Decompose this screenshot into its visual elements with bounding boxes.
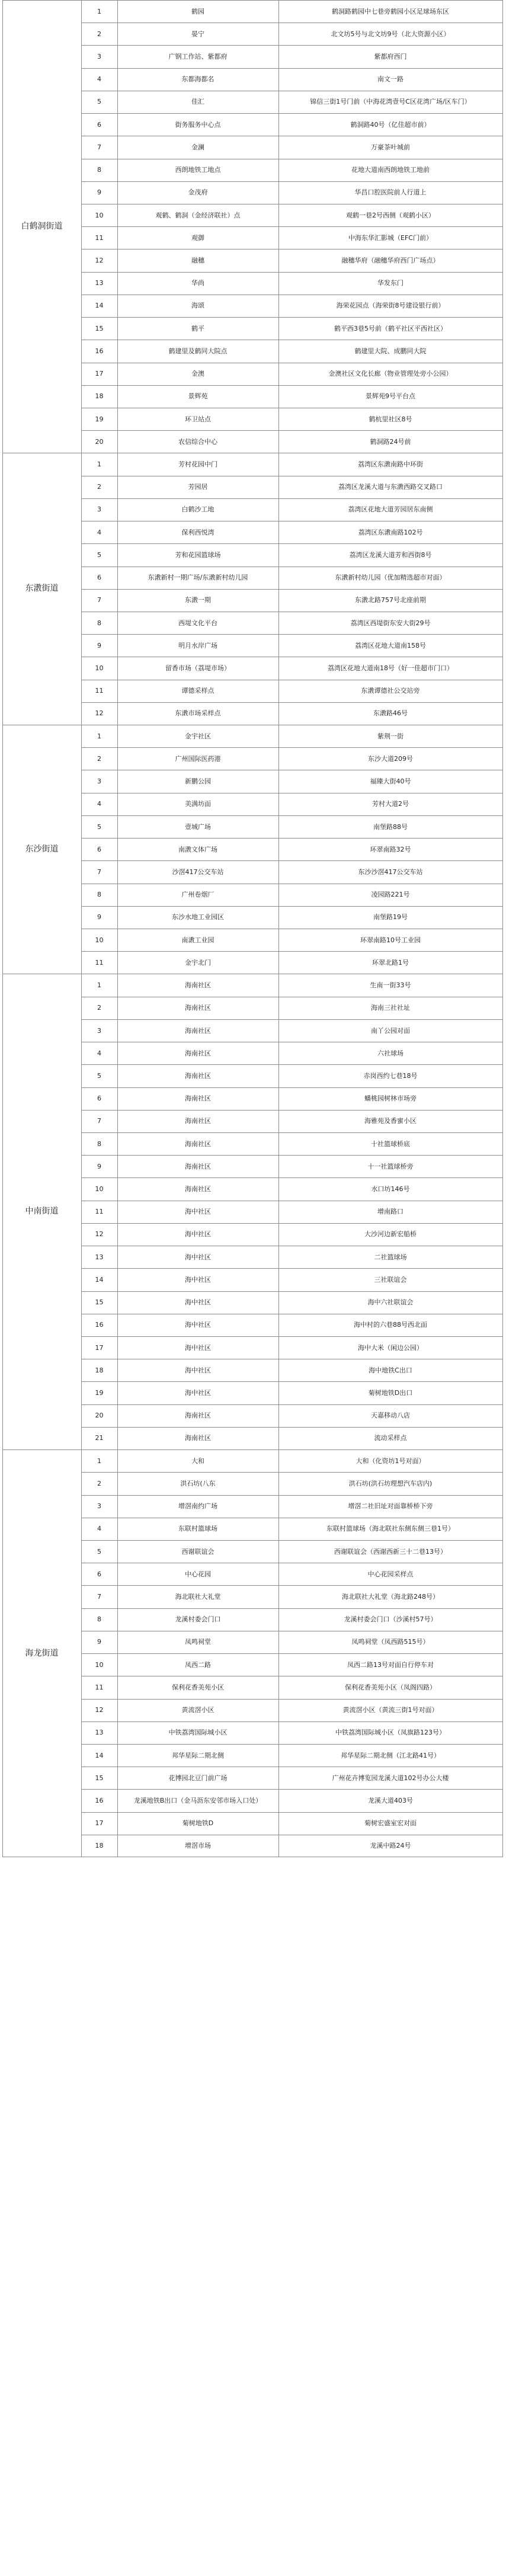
site-name: 壹城广场 — [185, 823, 211, 831]
row-number: 4 — [97, 800, 101, 808]
district-name: 东沙街道 — [25, 844, 59, 854]
site-name: 西谢联谊会 — [181, 1547, 214, 1556]
site-name: 海南社区 — [185, 1162, 211, 1170]
site-name: 融穗 — [191, 257, 204, 265]
site-address: 水口坊146号 — [371, 1185, 410, 1193]
site-address: 东沙大道209号 — [368, 754, 413, 763]
site-name: 街务服务中心点 — [175, 120, 221, 129]
site-address: 广州花卉博览园龙溪大道102号办公大楼 — [332, 1774, 449, 1782]
row-number: 13 — [95, 279, 104, 287]
site-name: 东都海都名 — [181, 75, 214, 84]
site-name: 保利西悦湾 — [181, 528, 214, 536]
site-name: 谭德采样点 — [181, 687, 214, 695]
row-number: 2 — [97, 483, 101, 491]
row-number: 14 — [95, 1275, 104, 1284]
site-address: 中海东华汇影城（EFC门前） — [348, 233, 433, 242]
site-address: 紫都府西门 — [374, 53, 407, 61]
site-address: 东漖谭德社公交站旁 — [361, 687, 420, 695]
site-name: 广钢工作站、紫都府 — [168, 53, 228, 61]
site-address: 荔湾区西堤街东安大街29号 — [350, 619, 431, 627]
site-address: 海中村的六巷88号西北面 — [354, 1321, 427, 1329]
row-number: 18 — [95, 1366, 104, 1374]
row-number: 6 — [97, 845, 101, 853]
site-name: 海中社区 — [185, 1389, 211, 1397]
site-name: 大和 — [191, 1457, 204, 1465]
site-name: 海南社区 — [185, 1434, 211, 1442]
row-number: 1 — [97, 7, 101, 15]
row-number: 7 — [97, 596, 101, 604]
site-name: 留香市场（荔堤市场） — [165, 664, 230, 672]
site-name: 海中社区 — [185, 1253, 211, 1261]
row-number: 6 — [97, 574, 101, 582]
site-address: 生南一街33号 — [370, 981, 411, 990]
site-name: 增滘市场 — [185, 1842, 211, 1850]
site-address: 三社联谊会 — [374, 1275, 407, 1284]
district-name: 东漖街道 — [25, 584, 59, 594]
site-name: 龙溪村委会门口 — [175, 1615, 221, 1624]
row-number: 10 — [95, 664, 104, 672]
row-number: 4 — [97, 528, 101, 536]
site-name: 金宇北门 — [185, 958, 211, 967]
site-name: 凤鸣祠堂 — [185, 1638, 211, 1646]
site-address: 东漖路46号 — [373, 709, 408, 718]
site-address: 保利花香美苑小区（凤阁四路） — [345, 1683, 436, 1691]
site-address: 北文坊5号与北文坊9号（北大资源小区） — [331, 30, 450, 38]
site-address: 龙溪大道403号 — [368, 1796, 413, 1804]
row-number: 2 — [97, 754, 101, 763]
site-name: 海中社区 — [185, 1321, 211, 1329]
site-address: 环翠南路10号工业园 — [360, 936, 421, 944]
district-name: 白鹤洞街道 — [21, 221, 63, 231]
site-address: 菊树地铁D出口 — [368, 1389, 413, 1397]
row-number: 9 — [97, 913, 101, 921]
site-name: 鹤平 — [191, 324, 204, 332]
grid-line — [278, 0, 279, 1857]
site-name: 增滘南约广场 — [178, 1502, 217, 1511]
row-number: 5 — [97, 823, 101, 831]
row-number: 10 — [95, 211, 104, 219]
row-number: 9 — [97, 188, 101, 197]
district-name: 中南街道 — [25, 1207, 59, 1217]
site-address: 荔湾区花地大道芳园居东南侧 — [348, 505, 433, 514]
row-number: 19 — [95, 415, 104, 423]
site-address: 龙溪村委会门口（沙溪村57号） — [344, 1615, 437, 1624]
site-name: 海南社区 — [185, 1004, 211, 1012]
site-address: 西谢联谊会（西谢西新三十二巷13号） — [334, 1547, 447, 1556]
site-name: 东联村篮球场 — [178, 1525, 217, 1533]
row-number: 11 — [95, 958, 104, 967]
row-number: 2 — [97, 1004, 101, 1012]
row-number: 5 — [97, 1071, 101, 1080]
district-name: 海龙街道 — [25, 1648, 59, 1658]
site-address: 南堡路19号 — [373, 913, 408, 921]
site-address: 鹤杭里社区8号 — [369, 415, 412, 423]
site-name: 环卫站点 — [185, 415, 211, 423]
site-name: 美满坊面 — [185, 800, 211, 808]
site-address: 鹤平西3巷5号前（鹤平社区平西社区） — [334, 324, 447, 332]
site-address: 十社篮球桥底 — [371, 1140, 410, 1148]
site-name: 西堤文化平台 — [178, 619, 217, 627]
site-name: 邦华星际二期北侧 — [172, 1751, 224, 1759]
site-name: 佳汇 — [191, 98, 204, 106]
site-name: 海中社区 — [185, 1230, 211, 1239]
site-name: 广州国际医药港 — [175, 754, 221, 763]
site-name: 保利花香美苑小区 — [172, 1683, 224, 1691]
site-name: 芳和花园篮球场 — [175, 551, 221, 559]
site-address: 海雅苑及香蜜小区 — [364, 1117, 417, 1125]
site-address: 增南路口 — [377, 1208, 403, 1216]
grid-line — [502, 0, 503, 1857]
site-name: 鹤园 — [191, 7, 204, 15]
row-number: 1 — [97, 981, 101, 990]
site-address: 黄流滘小区（黄流三街1号对面） — [342, 1706, 438, 1714]
row-number: 8 — [97, 1140, 101, 1148]
site-name: 金澜 — [191, 143, 204, 151]
row-number: 17 — [95, 370, 104, 378]
site-name: 沙滘417公交车站 — [172, 868, 224, 876]
site-name: 西朗地铁工地点 — [175, 166, 221, 174]
site-address: 景辉苑9号平台点 — [366, 392, 415, 401]
row-number: 3 — [97, 1502, 101, 1511]
site-address: 东漖北路757号北座前期 — [355, 596, 426, 604]
site-name: 海南社区 — [185, 1026, 211, 1035]
site-name: 东沙水地工业园区 — [172, 913, 224, 921]
site-address: 菊树宏盛室宏对面 — [364, 1819, 417, 1828]
row-number: 8 — [97, 619, 101, 627]
row-number: 9 — [97, 1638, 101, 1646]
site-address: 鹤洞路24号前 — [370, 437, 411, 446]
row-number: 18 — [95, 392, 104, 401]
row-number: 15 — [95, 1774, 104, 1782]
site-address: 龙溪中路24号 — [370, 1842, 411, 1850]
site-address: 荔湾区花地大道南18号（好一佳超市门口） — [328, 664, 453, 672]
site-address: 中铁荔湾国际城小区（凤旗路123号） — [335, 1729, 446, 1737]
site-address: 锦信三街1号门前（中海花湾壹号C区花湾广场/区车门） — [310, 98, 471, 106]
site-address: 鹤洞路40号（亿佳超市前） — [350, 120, 431, 129]
row-number: 6 — [97, 1570, 101, 1578]
site-address: 东沙沙滘417公交车站 — [358, 868, 423, 876]
site-name: 海南社区 — [185, 1185, 211, 1193]
site-name: 观御 — [191, 233, 204, 242]
site-name: 观鹤、鹤洞（金经济联社）点 — [155, 211, 241, 219]
row-number: 15 — [95, 324, 104, 332]
site-name: 金茂府 — [188, 188, 208, 197]
row-number: 12 — [95, 709, 104, 718]
site-name: 晏宁 — [191, 30, 204, 38]
site-address: 凤鸣祠堂（凤西路515号） — [351, 1638, 430, 1646]
site-address: 融穗华府（融穗华府西门广场点） — [341, 257, 440, 265]
row-number: 13 — [95, 1253, 104, 1261]
site-name: 东漖一期 — [185, 596, 211, 604]
row-number: 17 — [95, 1343, 104, 1352]
row-number: 3 — [97, 777, 101, 786]
row-number: 7 — [97, 868, 101, 876]
row-number: 12 — [95, 257, 104, 265]
row-number: 21 — [95, 1434, 104, 1442]
site-name: 海北联社大礼堂 — [175, 1593, 221, 1601]
row-number: 6 — [97, 1095, 101, 1103]
site-name: 洪石坊(八东 — [180, 1479, 216, 1487]
site-address: 花地大道南西朗地铁工地前 — [351, 166, 430, 174]
row-number: 3 — [97, 53, 101, 61]
site-address: 荔湾区东漖南路102号 — [358, 528, 423, 536]
site-address: 海中六社联谊会 — [367, 1298, 414, 1307]
row-number: 2 — [97, 30, 101, 38]
site-name: 明月水岸广场 — [178, 641, 217, 649]
site-address: 环翠南路32号 — [370, 845, 411, 853]
row-number: 5 — [97, 551, 101, 559]
row-number: 9 — [97, 1162, 101, 1170]
row-number: 11 — [95, 233, 104, 242]
row-number: 14 — [95, 1751, 104, 1759]
row-number: 8 — [97, 891, 101, 899]
row-number: 14 — [95, 302, 104, 310]
site-name: 新鹏公园 — [185, 777, 211, 786]
row-number: 6 — [97, 120, 101, 129]
site-address: 邦华星际二期北侧（江北路41号） — [341, 1751, 440, 1759]
row-number: 8 — [97, 166, 101, 174]
site-name: 海中社区 — [185, 1275, 211, 1284]
site-address: 华昌口腔医院前人行道上 — [354, 188, 427, 197]
row-number: 20 — [95, 1412, 104, 1420]
site-address: 万豪茶叶城前 — [371, 143, 410, 151]
site-name: 金宇社区 — [185, 732, 211, 740]
site-address: 海中大米（闲边公园） — [358, 1343, 423, 1352]
row-number: 10 — [95, 936, 104, 944]
site-address: 二社篮球场 — [374, 1253, 407, 1261]
site-address: 大沙河边新宏船桥 — [364, 1230, 417, 1239]
site-name: 海中社区 — [185, 1343, 211, 1352]
row-number: 11 — [95, 687, 104, 695]
site-address: 福臻大街40号 — [370, 777, 411, 786]
site-name: 华尚 — [191, 279, 204, 287]
grid-line — [117, 0, 118, 1857]
site-address: 蟠桃园树林市场旁 — [364, 1095, 417, 1103]
row-number: 12 — [95, 1230, 104, 1239]
site-name: 鹤建里及鹤同大院点 — [168, 347, 228, 355]
row-number: 10 — [95, 1185, 104, 1193]
site-address: 十一社篮球桥旁 — [367, 1162, 414, 1170]
row-number: 1 — [97, 1457, 101, 1465]
site-address: 增滘二社旧址对面靠桥桥下旁 — [348, 1502, 433, 1511]
site-name: 景辉苑 — [188, 392, 208, 401]
row-number: 7 — [97, 143, 101, 151]
site-address: 紫荆一街 — [377, 732, 403, 740]
site-address: 凤西二路13号对面自行停车对 — [347, 1660, 434, 1669]
row-number: 1 — [97, 460, 101, 468]
site-name: 东漖新村一期广场/东漖新村幼儿园 — [148, 574, 248, 582]
site-name: 中铁荔湾国际城小区 — [168, 1729, 228, 1737]
row-number: 4 — [97, 1049, 101, 1057]
site-name: 东漖市场采样点 — [175, 709, 221, 718]
site-name: 海南社区 — [185, 1412, 211, 1420]
row-number: 11 — [95, 1208, 104, 1216]
grid-line — [2, 0, 502, 1]
site-address: 南丫公园对面 — [371, 1026, 410, 1035]
row-number: 4 — [97, 75, 101, 84]
row-number: 11 — [95, 1683, 104, 1691]
row-number: 3 — [97, 505, 101, 514]
site-name: 海南社区 — [185, 1140, 211, 1148]
row-number: 5 — [97, 98, 101, 106]
site-name: 金澳 — [191, 370, 204, 378]
site-name: 海南社区 — [185, 981, 211, 990]
row-number: 8 — [97, 1615, 101, 1624]
site-name: 广州卷烟厂 — [181, 891, 214, 899]
grid-line — [2, 1449, 502, 1450]
row-number: 7 — [97, 1117, 101, 1125]
row-number: 19 — [95, 1389, 104, 1397]
site-address: 荔湾区龙溪大道芳和西街8号 — [349, 551, 432, 559]
site-address: 东漖新村幼儿园（优加精选超市对面） — [335, 574, 446, 582]
site-address: 海南三社社址 — [371, 1004, 410, 1012]
site-address: 荔湾区东漖南路中环街 — [358, 460, 423, 468]
site-address: 东联村篮球场（海北联社东侧东侧三巷1号） — [326, 1525, 454, 1533]
site-address: 环翠北路1号 — [372, 958, 409, 967]
site-name: 龙溪地铁B出口（金马沥东安邻市场入口处） — [133, 1796, 262, 1804]
site-address: 华发东门 — [377, 279, 403, 287]
site-address: 洪石坊(洪石坊理想汽车店内) — [348, 1479, 433, 1487]
site-name: 中心花园 — [185, 1570, 211, 1578]
row-number: 1 — [97, 732, 101, 740]
row-number: 9 — [97, 641, 101, 649]
site-name: 海中社区 — [185, 1366, 211, 1374]
row-number: 10 — [95, 1660, 104, 1669]
site-address: 中心花园采样点 — [367, 1570, 414, 1578]
site-name: 海中社区 — [185, 1208, 211, 1216]
site-address: 鹤建里大院、成鹏同大院 — [354, 347, 427, 355]
grid-line — [2, 0, 3, 1857]
site-name: 南漖工业园 — [181, 936, 214, 944]
row-number: 16 — [95, 1796, 104, 1804]
row-number: 18 — [95, 1842, 104, 1850]
row-number: 15 — [95, 1298, 104, 1307]
site-address: 凌园路221号 — [371, 891, 410, 899]
site-address: 金澳社区文化长廊（物业管理处旁小公园） — [328, 370, 453, 378]
site-name: 菊树地铁D — [182, 1819, 214, 1828]
grid-line — [81, 0, 82, 1857]
site-name: 海南社区 — [185, 1095, 211, 1103]
site-name: 海南社区 — [185, 1117, 211, 1125]
site-address: 流动采样点 — [374, 1434, 407, 1442]
site-address: 赤岗西约七巷18号 — [363, 1071, 418, 1080]
site-name: 南漖文体广场 — [178, 845, 217, 853]
site-address: 鹤洞路鹤园中七巷旁鹤园小区足球场东区 — [332, 7, 449, 15]
row-number: 12 — [95, 1706, 104, 1714]
site-name: 农信综合中心 — [178, 437, 217, 446]
site-address: 六社球场 — [377, 1049, 403, 1057]
site-name: 海中社区 — [185, 1298, 211, 1307]
site-address: 海荣花园点（海荣街8号建设银行前） — [336, 302, 445, 310]
row-number: 2 — [97, 1479, 101, 1487]
site-name: 海南社区 — [185, 1071, 211, 1080]
site-address: 芳村大道2号 — [372, 800, 409, 808]
site-address: 荔湾区花地大道南158号 — [355, 641, 426, 649]
row-number: 13 — [95, 1729, 104, 1737]
site-name: 黄流滘小区 — [181, 1706, 214, 1714]
site-name: 芳园居 — [188, 483, 208, 491]
site-address: 海中地铁C出口 — [369, 1366, 412, 1374]
site-address: 观鹤一巷2号西侧（观鹤小区） — [346, 211, 435, 219]
site-name: 花博园北豆门前广场 — [168, 1774, 228, 1782]
row-number: 16 — [95, 1321, 104, 1329]
row-number: 5 — [97, 1547, 101, 1556]
site-name: 白鹤沙工地 — [181, 505, 214, 514]
site-name: 芳村花园中门 — [178, 460, 217, 468]
site-name: 海南社区 — [185, 1049, 211, 1057]
row-number: 17 — [95, 1819, 104, 1828]
site-address: 南文一路 — [377, 75, 403, 84]
site-address: 南堡路88号 — [373, 823, 408, 831]
site-name: 凤西二路 — [185, 1660, 211, 1669]
site-name: 海颂 — [191, 302, 204, 310]
site-address: 荔湾区龙溪大道与东漖西路交叉路口 — [338, 483, 443, 491]
site-address: 天嘉移动八店 — [371, 1412, 410, 1420]
row-number: 3 — [97, 1026, 101, 1035]
row-number: 16 — [95, 347, 104, 355]
row-number: 7 — [97, 1593, 101, 1601]
row-number: 20 — [95, 437, 104, 446]
row-number: 4 — [97, 1525, 101, 1533]
site-address: 海北联社大礼堂（海北路248号） — [342, 1593, 439, 1601]
site-address: 大和（化资坊1号对面） — [356, 1457, 425, 1465]
